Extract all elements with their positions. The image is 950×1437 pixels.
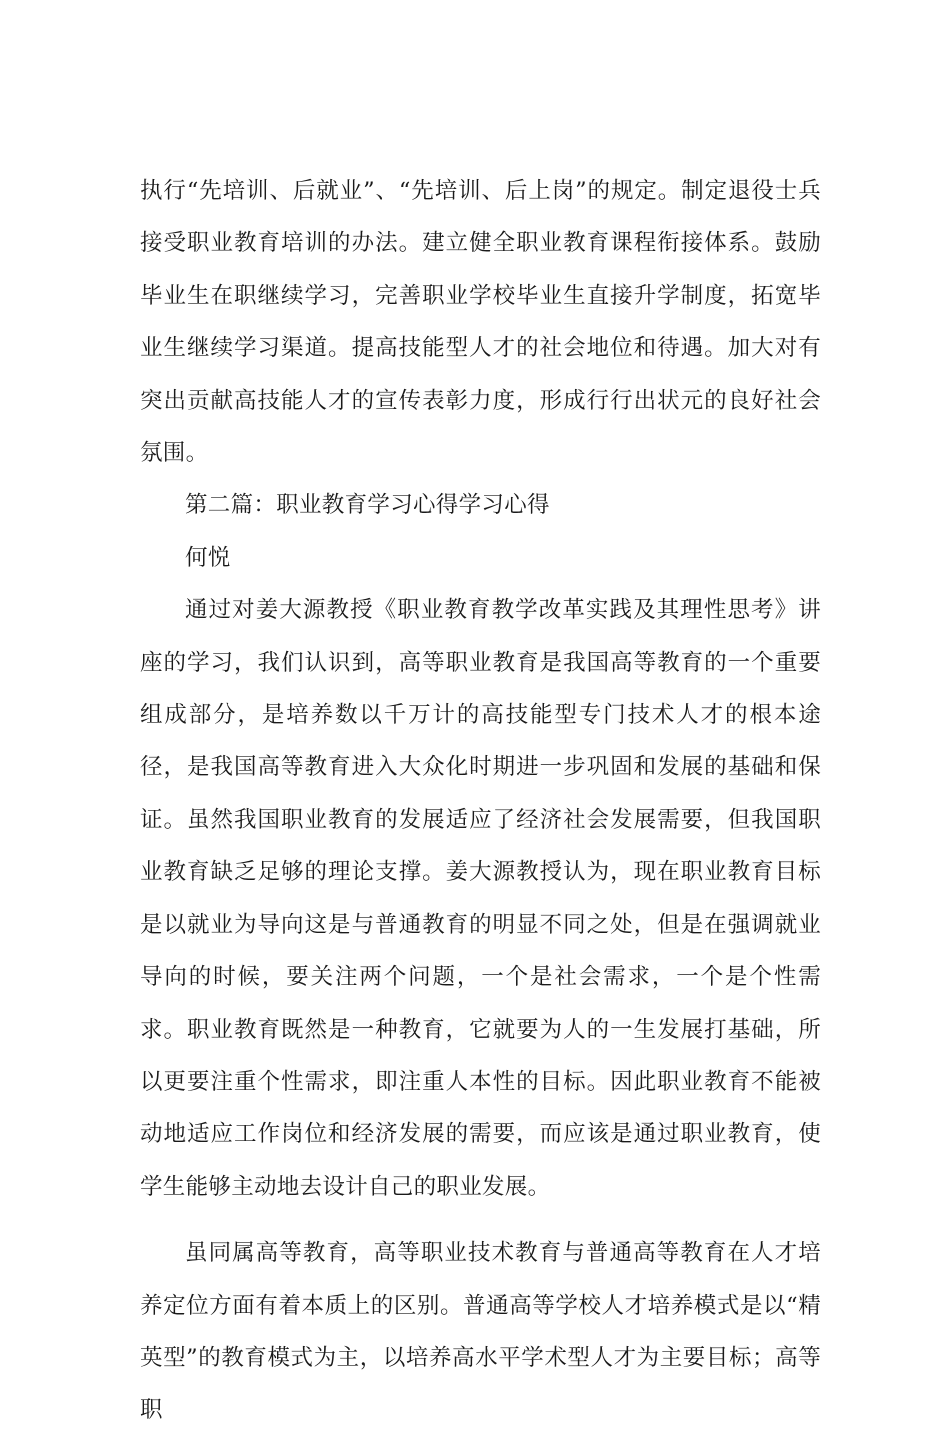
paragraph-body: 通过对姜大源教授《职业教育教学改革实践及其理性思考》讲座的学习，我们认识到，高等职业教育是我国高等教育的一个重要组成部分，是培养数以千万计的高技能型专门技术人才的根本途径，是我国高等教育进入大众化时期进一步巩固和发展的基础和保证。虽然我国职业教育的发展适应了经济社会发展需要，但我国职业教育缺乏足够的理论支撑。姜大源教授认为，现在职业教育目标是以就业为导向这是与普通教育的明显不同之处，但是在强调就业导向的时候，要关注两个问题，一个是社会需求，一个是个性需求。职业教育既然是一种教育，它就要为人的一生发展打基础，所以更要注重个性需求，即注重人本性的目标。因此职业教育不能被动地适应工作岗位和经济发展的需要，而应该是通过职业教育，使学生能够主动地去设计自己的职业发展。 (140, 597, 821, 1200)
author-name: 何悦 (185, 544, 231, 571)
document-page (140, 165, 821, 1437)
paragraph-continued: 执行“先培训、后就业”、“先培训、后上岗”的规定。制定退役士兵接受职业教育培训的办法。建立健全职业教育课程衔接体系。鼓励毕业生在职继续学习，完善职业学校毕业生直接升学制度，拓宽毕业生继续学习渠道。提高技能型人才的社会地位和待遇。加大对有突出贡献高技能人才的宣传表彰力度，形成行行出状元的良好社会氛围。 (140, 178, 821, 467)
section-heading: 第二篇：职业教育学习心得学习心得 (185, 492, 550, 519)
paragraph-body: 虽同属高等教育，高等职业技术教育与普通高等教育在人才培养定位方面有着本质上的区别。普通高等学校人才培养模式是以“精英型”的教育模式为主，以培养高水平学术型人才为主要目标；高等职 (140, 1240, 821, 1424)
